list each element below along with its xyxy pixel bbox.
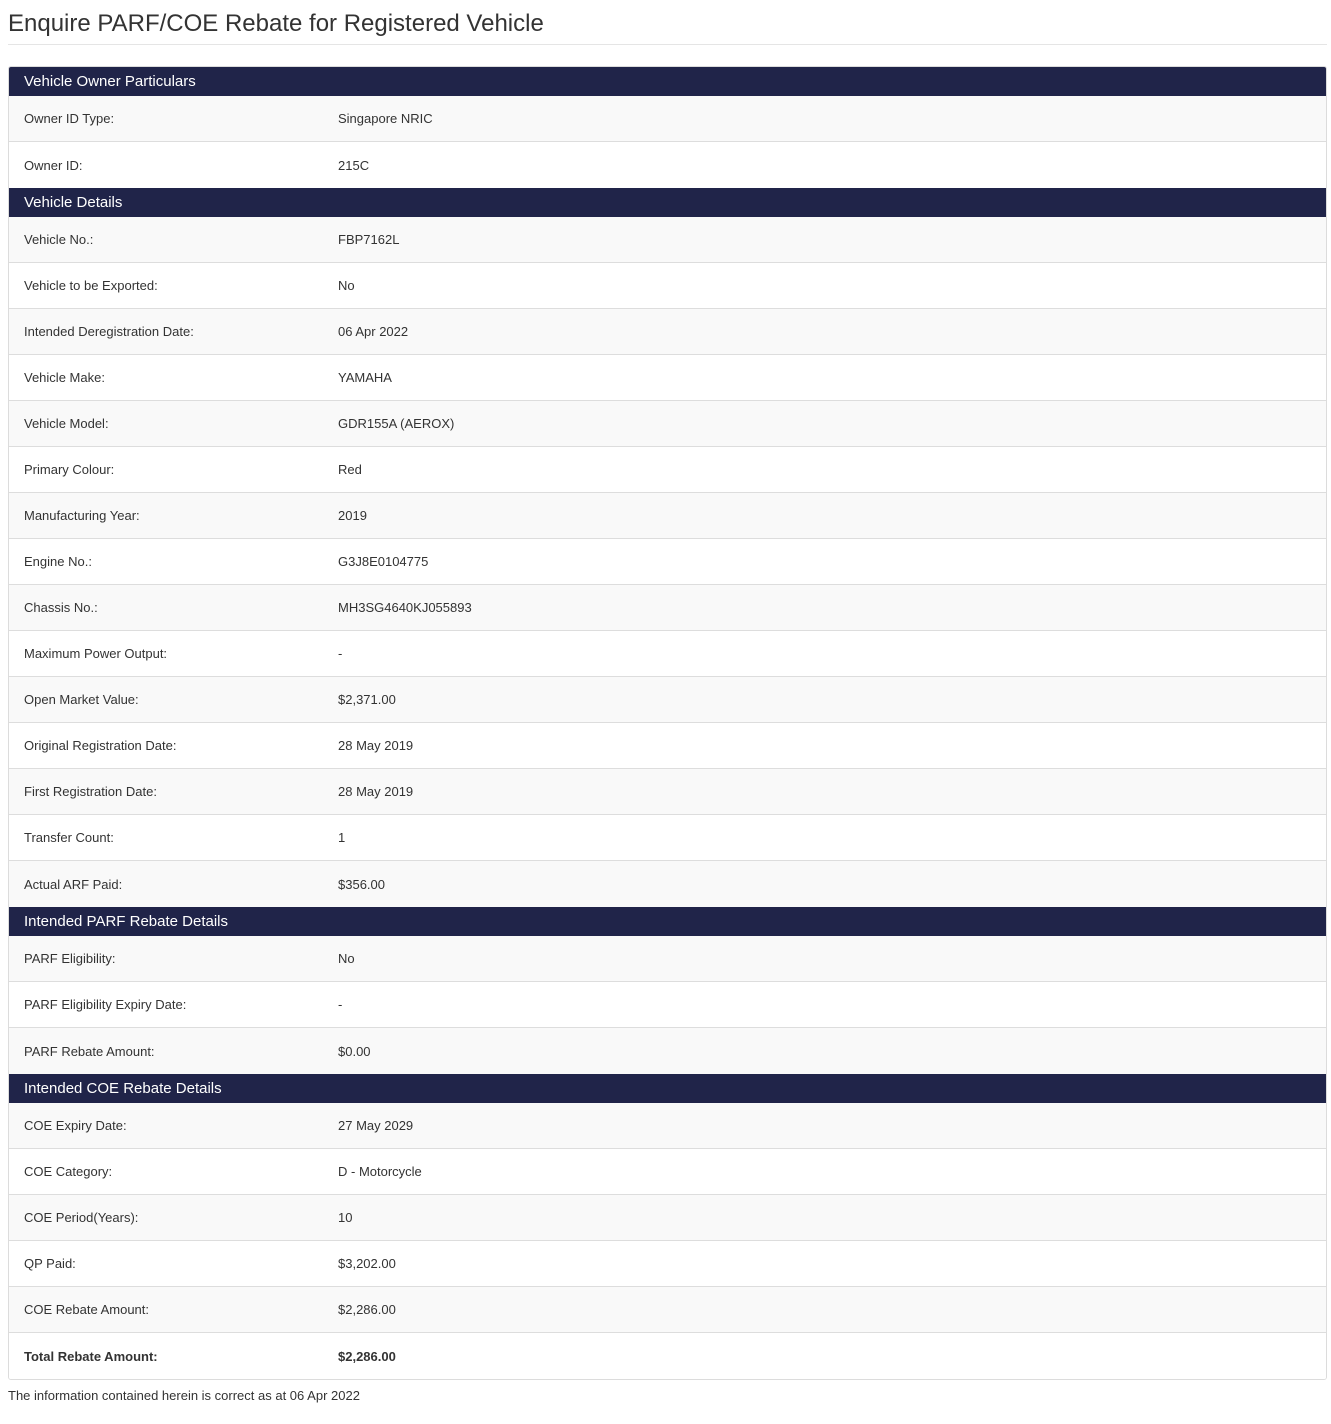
- section-header: Vehicle Details: [9, 188, 1326, 217]
- field-label: QP Paid:: [24, 1256, 76, 1271]
- field-label: Vehicle to be Exported:: [24, 278, 158, 293]
- field-label: First Registration Date:: [24, 784, 157, 799]
- row-parf-rebate-amount: [9, 1028, 1326, 1074]
- section-vehicle-owner-particulars: [9, 67, 1326, 188]
- row-vehicle-make: [9, 355, 1326, 401]
- field-label: COE Category:: [24, 1164, 113, 1179]
- row-actual-arf-paid: [9, 861, 1326, 907]
- field-label: COE Expiry Date:: [24, 1118, 127, 1133]
- row-maximum-power-output: [9, 631, 1326, 677]
- field-value: -: [338, 646, 343, 661]
- row-intended-deregistration-date: [9, 309, 1326, 355]
- row-chassis-no: [9, 585, 1326, 631]
- field-label: Total Rebate Amount:: [24, 1348, 158, 1364]
- section-intended-parf-rebate-details: [9, 907, 1326, 1074]
- field-label: PARF Eligibility Expiry Date:: [24, 997, 187, 1012]
- row-manufacturing-year: [9, 493, 1326, 539]
- field-label: PARF Eligibility:: [24, 951, 116, 966]
- row-total-rebate-amount: [9, 1333, 1326, 1379]
- footer-note: The information contained herein is correct as at 06 Apr 2022: [8, 1388, 360, 1403]
- row-parf-eligibility: [9, 936, 1326, 982]
- row-coe-rebate-amount: [9, 1287, 1326, 1333]
- row-coe-period: [9, 1195, 1326, 1241]
- field-label: COE Period(Years):: [24, 1210, 139, 1225]
- row-owner-id-type: [9, 96, 1326, 142]
- field-value: 27 May 2029: [338, 1118, 414, 1133]
- field-label: Manufacturing Year:: [24, 508, 140, 523]
- section-header: Vehicle Owner Particulars: [9, 67, 1326, 96]
- row-engine-no: [9, 539, 1326, 585]
- row-coe-category: [9, 1149, 1326, 1195]
- field-value: FBP7162L: [338, 232, 400, 247]
- field-value: Singapore NRIC: [338, 111, 433, 126]
- row-open-market-value: [9, 677, 1326, 723]
- field-value: 1: [338, 830, 346, 845]
- field-value: 06 Apr 2022: [338, 324, 409, 339]
- field-value: D - Motorcycle: [338, 1164, 422, 1179]
- field-label: COE Rebate Amount:: [24, 1302, 150, 1317]
- field-value: $3,202.00: [338, 1256, 396, 1271]
- row-qp-paid: [9, 1241, 1326, 1287]
- field-label: Vehicle No.:: [24, 232, 94, 247]
- field-value: 28 May 2019: [338, 738, 414, 753]
- section-vehicle-details: [9, 188, 1326, 907]
- field-value: $2,286.00: [338, 1302, 396, 1317]
- field-label: Chassis No.:: [24, 600, 98, 615]
- field-label: Actual ARF Paid:: [24, 876, 123, 892]
- field-label: Primary Colour:: [24, 462, 115, 477]
- field-label: Owner ID Type:: [24, 111, 115, 126]
- row-coe-expiry-date: [9, 1103, 1326, 1149]
- section-header: Intended PARF Rebate Details: [9, 907, 1326, 936]
- field-value: No: [338, 951, 355, 966]
- field-value: $2,371.00: [338, 692, 396, 707]
- row-vehicle-no: [9, 217, 1326, 263]
- field-value: 28 May 2019: [338, 784, 414, 799]
- field-label: Engine No.:: [24, 554, 92, 569]
- section-header: Intended COE Rebate Details: [9, 1074, 1326, 1103]
- field-value: No: [338, 278, 355, 293]
- field-value: 2019: [338, 508, 367, 523]
- field-label: Original Registration Date:: [24, 738, 177, 753]
- field-value: $0.00: [338, 1043, 371, 1059]
- field-label: PARF Rebate Amount:: [24, 1043, 155, 1059]
- row-first-registration-date: [9, 769, 1326, 815]
- field-value: YAMAHA: [338, 370, 392, 385]
- field-value: 10: [338, 1210, 353, 1225]
- rebate-details-panel: [8, 66, 1327, 1380]
- field-value: Red: [338, 462, 362, 477]
- row-transfer-count: [9, 815, 1326, 861]
- field-label: Intended Deregistration Date:: [24, 324, 194, 339]
- field-label: Maximum Power Output:: [24, 646, 168, 661]
- field-value: 215C: [338, 157, 370, 173]
- row-original-registration-date: [9, 723, 1326, 769]
- field-value: MH3SG4640KJ055893: [338, 600, 472, 615]
- field-value: $2,286.00: [338, 1348, 396, 1364]
- field-value: GDR155A (AEROX): [338, 416, 455, 431]
- section-intended-coe-rebate-details: [9, 1074, 1326, 1379]
- field-value: $356.00: [338, 876, 385, 892]
- field-value: G3J8E0104775: [338, 554, 429, 569]
- field-label: Vehicle Make:: [24, 370, 105, 385]
- row-primary-colour: [9, 447, 1326, 493]
- row-vehicle-to-be-exported: [9, 263, 1326, 309]
- page-title: Enquire PARF/COE Rebate for Registered Vehicle: [8, 0, 1327, 45]
- row-owner-id: [9, 142, 1326, 188]
- field-value: -: [338, 997, 343, 1012]
- field-label: Open Market Value:: [24, 692, 139, 707]
- field-label: Transfer Count:: [24, 830, 114, 845]
- field-label: Vehicle Model:: [24, 416, 109, 431]
- field-label: Owner ID:: [24, 157, 83, 173]
- row-parf-eligibility-expiry-date: [9, 982, 1326, 1028]
- page: [8, 0, 1327, 1404]
- row-vehicle-model: [9, 401, 1326, 447]
